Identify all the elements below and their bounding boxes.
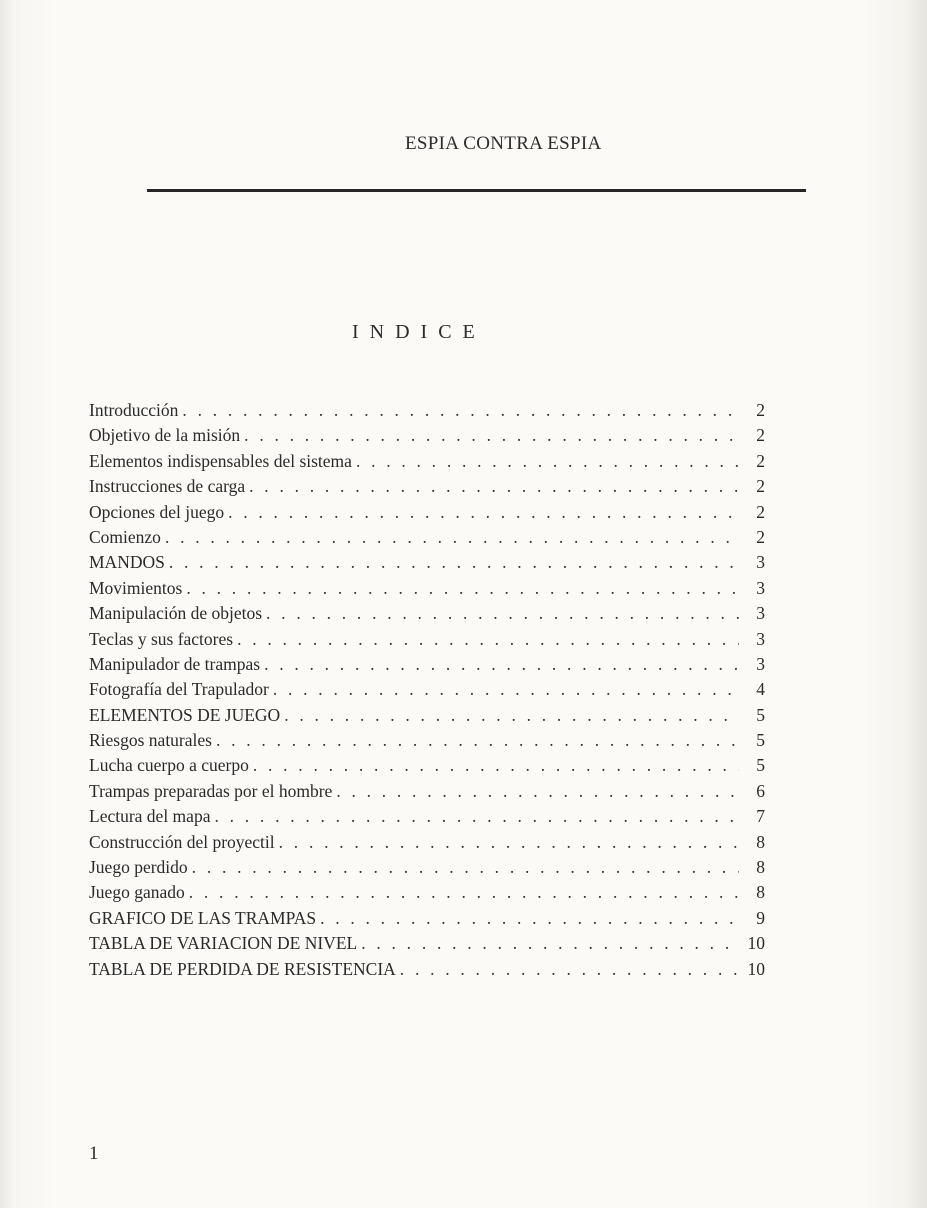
- toc-leader-dots: [266, 601, 739, 626]
- toc-entry-page: 2: [756, 425, 765, 446]
- toc-leader-dots: [264, 652, 739, 677]
- document-title: ESPIA CONTRA ESPIA: [405, 133, 602, 154]
- toc-entry: [89, 957, 765, 982]
- toc-leader-dots: [249, 474, 739, 499]
- toc-entry: [89, 601, 765, 626]
- toc-entry: [89, 830, 765, 855]
- toc-entry-label: Lectura del mapa: [89, 806, 211, 827]
- toc-entry: [89, 576, 765, 601]
- toc-leader-dots: [189, 880, 739, 905]
- toc-entry: [89, 398, 765, 423]
- toc-entry-page: 3: [756, 628, 765, 649]
- toc-leader-dots: [228, 500, 739, 525]
- toc-entry-page: 3: [756, 577, 765, 598]
- toc-entry: [89, 423, 765, 448]
- toc-entry: [89, 906, 765, 931]
- toc-entry-label: Elementos indispensables del sistema: [89, 450, 352, 471]
- toc-leader-dots: [237, 627, 739, 652]
- page-number: 1: [89, 1143, 99, 1164]
- toc-entry-page: 9: [756, 907, 765, 928]
- toc-entry: [89, 500, 765, 525]
- toc-entry-page: 8: [756, 831, 765, 852]
- toc-entry-label: Comienzo: [89, 526, 161, 547]
- toc-entry-label: Manipulación de objetos: [89, 603, 263, 624]
- toc-entry-label: Opciones del juego: [89, 501, 225, 522]
- toc-entry-label: TABLA DE VARIACION DE NIVEL: [89, 933, 358, 954]
- toc-entry: [89, 652, 765, 677]
- toc-entry-page: 5: [756, 730, 765, 751]
- toc-entry-label: Objetivo de la misión: [89, 425, 241, 446]
- toc-leader-dots: [186, 576, 739, 601]
- toc-entry-label: GRAFICO DE LAS TRAMPAS: [89, 907, 317, 928]
- toc-entry-label: Lucha cuerpo a cuerpo: [89, 755, 249, 776]
- toc-entry-page: 10: [747, 958, 765, 979]
- toc-entry-label: Trampas preparadas por el hombre: [89, 780, 333, 801]
- toc-leader-dots: [253, 753, 739, 778]
- toc-entry-label: TABLA DE PERDIDA DE RESISTENCIA: [89, 958, 396, 979]
- toc-entry: [89, 779, 765, 804]
- toc-entry: [89, 880, 765, 905]
- toc-leader-dots: [244, 423, 739, 448]
- toc-entry-label: Juego perdido: [89, 857, 188, 878]
- toc-entry: [89, 677, 765, 702]
- toc-entry: [89, 804, 765, 829]
- toc-entry-page: 8: [756, 857, 765, 878]
- toc-leader-dots: [336, 779, 739, 804]
- toc-entry-label: Teclas y sus factores: [89, 628, 234, 649]
- toc-leader-dots: [400, 957, 739, 982]
- toc-entry: [89, 550, 765, 575]
- toc-entry-label: Introducción: [89, 400, 179, 420]
- toc-entry: [89, 931, 765, 956]
- toc-leader-dots: [320, 906, 739, 931]
- toc-entry-label: ELEMENTOS DE JUEGO: [89, 704, 281, 725]
- toc-entry-label: Manipulador de trampas: [89, 653, 261, 674]
- toc-entry-label: Juego ganado: [89, 882, 185, 903]
- toc-entry: [89, 627, 765, 652]
- toc-leader-dots: [273, 677, 739, 702]
- toc-leader-dots: [169, 550, 739, 575]
- toc-leader-dots: [361, 931, 739, 956]
- toc-entry-page: 2: [756, 450, 765, 471]
- toc-leader-dots: [216, 728, 739, 753]
- toc-entry-page: 7: [756, 806, 765, 827]
- toc-entry-page: 5: [756, 755, 765, 776]
- toc-entry: [89, 703, 765, 728]
- toc-entry-page: 3: [756, 552, 765, 573]
- toc-entry-page: 3: [756, 603, 765, 624]
- toc-entry-page: 5: [756, 704, 765, 725]
- toc-entry: [89, 728, 765, 753]
- toc-entry-label: MANDOS: [89, 552, 165, 573]
- toc-leader-dots: [214, 804, 739, 829]
- title-rule: [147, 189, 806, 192]
- toc-entry-label: Fotografía del Trapulador: [89, 679, 269, 700]
- toc-entry-label: Movimientos: [89, 577, 183, 598]
- toc-entry-page: 8: [756, 882, 765, 903]
- toc-leader-dots: [192, 855, 739, 880]
- toc-entry: [89, 525, 765, 550]
- toc-entry-label: Instrucciones de carga: [89, 476, 246, 497]
- toc-leader-dots: [284, 703, 739, 728]
- toc-entry-page: 2: [756, 476, 765, 497]
- toc-entry-page: 10: [747, 933, 765, 954]
- table-of-contents: [89, 398, 765, 982]
- toc-entry-page: 3: [756, 653, 765, 674]
- toc-entry-page: 2: [756, 400, 765, 420]
- toc-entry-label: Construcción del proyectil: [89, 831, 275, 852]
- toc-entry: [89, 855, 765, 880]
- index-heading: INDICE: [352, 321, 486, 343]
- toc-entry: [89, 474, 765, 499]
- toc-entry-label: Riesgos naturales: [89, 730, 212, 751]
- toc-entry: [89, 753, 765, 778]
- toc-entry: [89, 449, 765, 474]
- toc-leader-dots: [182, 398, 739, 423]
- toc-leader-dots: [356, 449, 739, 474]
- toc-entry-page: 4: [756, 679, 765, 700]
- toc-leader-dots: [165, 525, 739, 550]
- toc-entry-page: 2: [756, 501, 765, 522]
- toc-leader-dots: [279, 830, 739, 855]
- toc-entry-page: 6: [756, 780, 765, 801]
- toc-entry-page: 2: [756, 526, 765, 547]
